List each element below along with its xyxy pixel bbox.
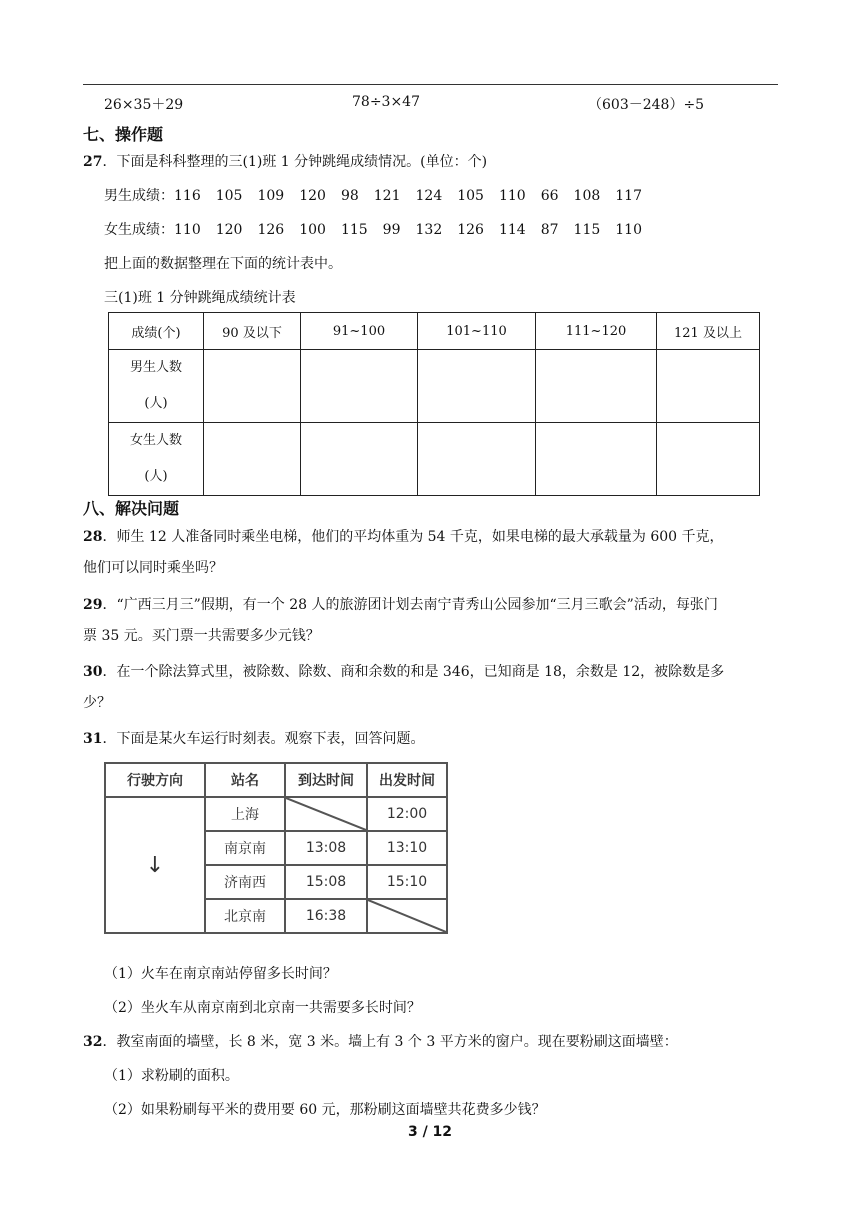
score-value: 87 <box>540 222 559 238</box>
timetable-header-row <box>105 763 447 797</box>
empty-slashed-cell <box>367 899 447 933</box>
arrive-time: 13:08 <box>285 831 367 865</box>
calc-expression-2: 78÷3×47 <box>352 94 420 110</box>
answer-cell[interactable] <box>301 423 418 496</box>
table-row-girls <box>109 423 760 496</box>
table-row-boys <box>109 350 760 423</box>
question-text: ．在一个除法算式里，被除数、除数、商和余数的和是 346，已知商是 18，余数是 12，被除数是多 <box>102 664 725 680</box>
score-value: 114 <box>498 222 526 238</box>
question-number: 27 <box>83 154 103 170</box>
score-value: 116 <box>174 188 201 204</box>
row-label-girls <box>109 423 204 496</box>
question-number: 30 <box>83 664 103 680</box>
answer-cell[interactable] <box>204 350 301 423</box>
arrive-time: 15:08 <box>285 865 367 899</box>
arrive-time: 16:38 <box>285 899 367 933</box>
score-value: 110 <box>498 188 526 204</box>
score-value: 126 <box>457 222 484 238</box>
answer-cell[interactable] <box>657 350 760 423</box>
timetable-header-cell: 行驶方向 <box>105 763 205 797</box>
question-31-sub-2: （2）坐火车从南京南到北京南一共需要多长时间？ <box>104 1000 421 1016</box>
answer-cell[interactable] <box>536 350 657 423</box>
depart-time: 15:10 <box>367 865 447 899</box>
timetable-header-cell: 站名 <box>205 763 285 797</box>
question-31 <box>83 728 424 748</box>
score-value: 126 <box>257 222 285 238</box>
question-number: 29 <box>83 597 103 613</box>
direction-arrow-icon: ↓ <box>105 797 205 933</box>
boys-scores-values <box>174 188 657 204</box>
girls-scores-label: 女生成绩： <box>104 222 174 238</box>
row-label-line: 男生人数 <box>129 360 182 375</box>
header-cell: 121 及以上 <box>657 313 760 350</box>
answer-cell[interactable] <box>418 423 536 496</box>
header-cell: 90 及以下 <box>204 313 301 350</box>
answer-cell[interactable] <box>204 423 301 496</box>
page-number: 3 / 12 <box>407 1124 453 1140</box>
empty-slashed-cell <box>285 797 367 831</box>
question-number: 31 <box>83 731 103 747</box>
boys-scores-label: 男生成绩： <box>104 188 174 204</box>
top-divider <box>83 84 778 85</box>
question-30-line-2: 少？ <box>83 695 111 711</box>
score-value: 105 <box>215 188 243 204</box>
question-27 <box>83 151 487 171</box>
score-value: 99 <box>382 222 401 238</box>
answer-cell[interactable] <box>657 423 760 496</box>
train-timetable <box>104 762 446 942</box>
station-name: 南京南 <box>205 831 285 865</box>
depart-time: 12:00 <box>367 797 447 831</box>
score-value: 100 <box>299 222 326 238</box>
station-name: 济南西 <box>205 865 285 899</box>
table-header-row <box>109 313 760 350</box>
station-name: 北京南 <box>205 899 285 933</box>
question-32-sub-1: （1）求粉刷的面积。 <box>104 1068 239 1084</box>
score-value: 66 <box>540 188 559 204</box>
timetable-header-cell: 出发时间 <box>367 763 447 797</box>
question-32 <box>83 1031 678 1051</box>
calc-expression-1: 26×35＋29 <box>104 97 184 113</box>
question-29-line-1 <box>83 594 718 614</box>
question-text: ．教室南面的墙壁，长 8 米，宽 3 米。墙上有 3 个 3 平方米的窗户。现在要粉刷这面墙壁： <box>102 1034 678 1050</box>
question-text: ．“广西三月三”假期，有一个 28 人的旅游团计划去南宁青秀山公园参加“三月三歌会”活动，每张门 <box>102 597 718 613</box>
score-value: 132 <box>415 222 443 238</box>
score-value: 124 <box>415 188 443 204</box>
row-label-boys <box>109 350 204 423</box>
score-value: 110 <box>615 222 642 238</box>
question-28-line-2: 他们可以同时乘坐吗？ <box>83 560 223 576</box>
question-number: 28 <box>83 529 103 545</box>
question-text: ．下面是科科整理的三(1)班 1 分钟跳绳成绩情况。(单位：个) <box>102 154 488 170</box>
answer-cell[interactable] <box>418 350 536 423</box>
question-text: ．师生 12 人准备同时乘坐电梯，他们的平均体重为 54 千克，如果电梯的最大承载量为 600 千克， <box>102 529 724 545</box>
score-value: 121 <box>373 188 401 204</box>
score-value: 105 <box>457 188 484 204</box>
question-29-line-2: 票 35 元。买门票一共需要多少元钱？ <box>83 628 320 644</box>
question-32-sub-2: （2）如果粉刷每平米的费用要 60 元，那粉刷这面墙壁共花费多少钱？ <box>104 1102 546 1118</box>
question-number: 32 <box>83 1034 103 1050</box>
section-7-title: 七、操作题 <box>83 125 164 144</box>
depart-time: 13:10 <box>367 831 447 865</box>
score-value: 110 <box>174 222 201 238</box>
row-label-line: (人) <box>144 396 168 411</box>
question-31-sub-1: （1）火车在南京南站停留多长时间？ <box>104 966 337 982</box>
header-cell: 111~120 <box>536 313 657 350</box>
row-label-line: 女生人数 <box>129 433 182 448</box>
question-text: ．下面是某火车运行时刻表。观察下表，回答问题。 <box>102 731 425 747</box>
score-value: 117 <box>615 188 642 204</box>
score-value: 115 <box>340 222 368 238</box>
score-value: 98 <box>340 188 359 204</box>
header-cell: 成绩(个) <box>109 313 204 350</box>
section-8-title: 八、解决问题 <box>83 499 180 518</box>
answer-cell[interactable] <box>536 423 657 496</box>
score-value: 120 <box>299 188 326 204</box>
row-label-line: (人) <box>144 469 168 484</box>
timetable-header-cell: 到达时间 <box>285 763 367 797</box>
question-30-line-1 <box>83 661 724 681</box>
score-value: 109 <box>257 188 285 204</box>
header-cell: 101~110 <box>418 313 536 350</box>
girls-scores <box>104 219 657 239</box>
score-statistics-table <box>108 312 760 496</box>
score-value: 108 <box>573 188 601 204</box>
calc-expression-3: （603－248）÷5 <box>588 97 705 113</box>
answer-cell[interactable] <box>301 350 418 423</box>
header-cell: 91~100 <box>301 313 418 350</box>
station-name: 上海 <box>205 797 285 831</box>
timetable-row <box>105 797 447 831</box>
score-value: 120 <box>215 222 243 238</box>
score-value: 115 <box>573 222 601 238</box>
boys-scores <box>104 185 657 205</box>
instruction-text: 把上面的数据整理在下面的统计表中。 <box>104 256 342 272</box>
girls-scores-values <box>174 222 657 238</box>
question-28-line-1 <box>83 526 724 546</box>
table-title: 三(1)班 1 分钟跳绳成绩统计表 <box>104 290 296 306</box>
